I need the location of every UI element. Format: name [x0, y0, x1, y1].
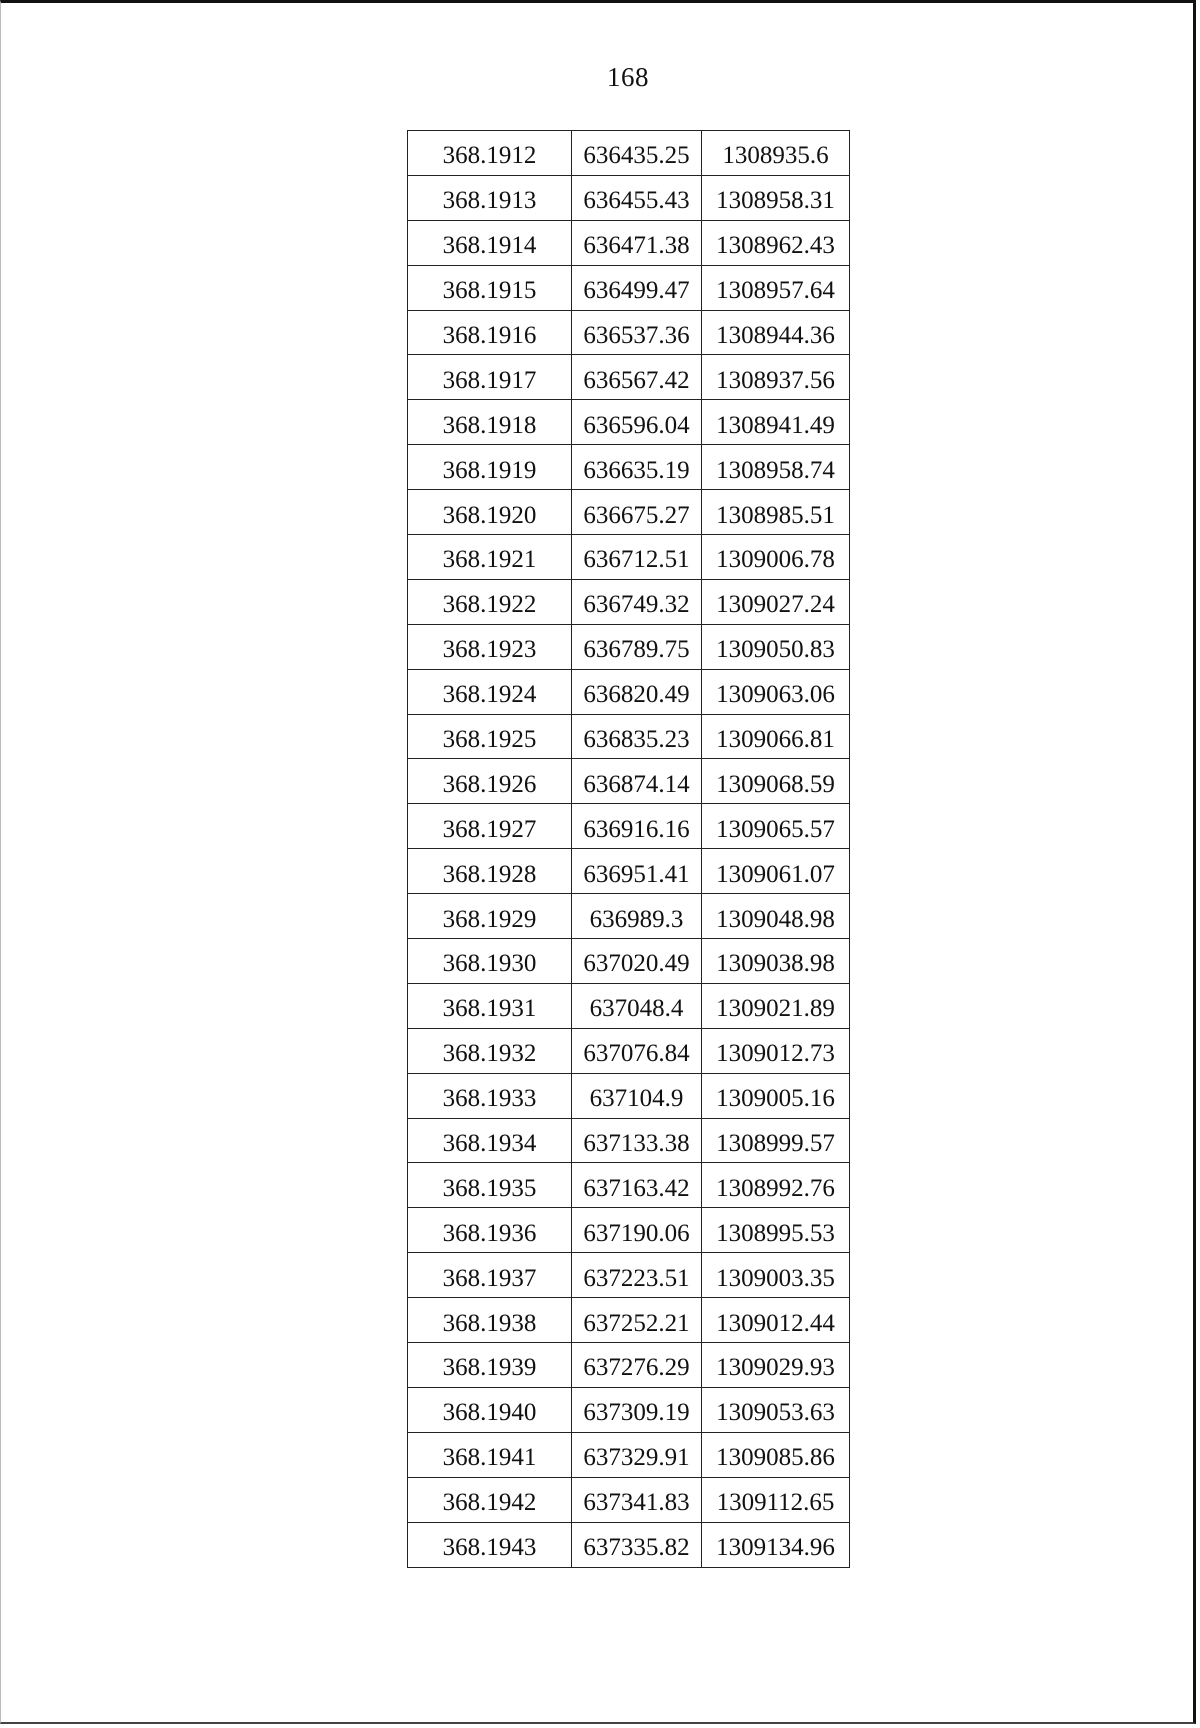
- table-cell: 636820.49: [572, 669, 702, 714]
- table-cell: 368.1919: [408, 445, 572, 490]
- table-row: [408, 535, 850, 580]
- table-cell: 1308944.36: [702, 310, 850, 355]
- table-row: [408, 1118, 850, 1163]
- table-row: [408, 310, 850, 355]
- table-cell: 368.1933: [408, 1073, 572, 1118]
- table-cell: 368.1914: [408, 220, 572, 265]
- table-cell: 1309066.81: [702, 714, 850, 759]
- table-cell: 636675.27: [572, 490, 702, 535]
- table-cell: 368.1932: [408, 1028, 572, 1073]
- table-cell: 1309029.93: [702, 1343, 850, 1388]
- table-cell: 1308992.76: [702, 1163, 850, 1208]
- table-cell: 1308937.56: [702, 355, 850, 400]
- table-cell: 636596.04: [572, 400, 702, 445]
- table-cell: 368.1921: [408, 535, 572, 580]
- table-cell: 368.1939: [408, 1343, 572, 1388]
- table-cell: 1309112.65: [702, 1477, 850, 1522]
- table-cell: 637252.21: [572, 1298, 702, 1343]
- table-cell: 636471.38: [572, 220, 702, 265]
- table-cell: 1308999.57: [702, 1118, 850, 1163]
- table-row: [408, 983, 850, 1028]
- table-cell: 637335.82: [572, 1522, 702, 1567]
- table-cell: 637104.9: [572, 1073, 702, 1118]
- table-row: [408, 175, 850, 220]
- table-cell: 1308941.49: [702, 400, 850, 445]
- table-row: [408, 355, 850, 400]
- table-cell: 368.1913: [408, 175, 572, 220]
- table-cell: 368.1925: [408, 714, 572, 759]
- table-cell: 368.1926: [408, 759, 572, 804]
- table-row: [408, 669, 850, 714]
- table-cell: 637329.91: [572, 1432, 702, 1477]
- table-cell: 1309006.78: [702, 535, 850, 580]
- table-cell: 1308958.74: [702, 445, 850, 490]
- table-cell: 368.1929: [408, 894, 572, 939]
- table-cell: 368.1918: [408, 400, 572, 445]
- table-row: [408, 1163, 850, 1208]
- table-cell: 1309048.98: [702, 894, 850, 939]
- table-cell: 636951.41: [572, 849, 702, 894]
- table-cell: 637163.42: [572, 1163, 702, 1208]
- table-row: [408, 1298, 850, 1343]
- table-cell: 368.1928: [408, 849, 572, 894]
- table-row: [408, 939, 850, 984]
- table-cell: 636635.19: [572, 445, 702, 490]
- table-row: [408, 1073, 850, 1118]
- table-cell: 637190.06: [572, 1208, 702, 1253]
- table-cell: 368.1938: [408, 1298, 572, 1343]
- table-cell: 1309021.89: [702, 983, 850, 1028]
- table-cell: 1308957.64: [702, 265, 850, 310]
- table-row: [408, 1387, 850, 1432]
- table-cell: 1309027.24: [702, 579, 850, 624]
- table-row: [408, 220, 850, 265]
- table-cell: 1309068.59: [702, 759, 850, 804]
- table-cell: 636499.47: [572, 265, 702, 310]
- table-row: [408, 490, 850, 535]
- table-cell: 368.1915: [408, 265, 572, 310]
- table-cell: 368.1943: [408, 1522, 572, 1567]
- table-cell: 636916.16: [572, 804, 702, 849]
- table-row: [408, 849, 850, 894]
- table-cell: 368.1927: [408, 804, 572, 849]
- coordinate-table-body: [408, 131, 850, 1568]
- table-cell: 1309063.06: [702, 669, 850, 714]
- table-cell: 368.1930: [408, 939, 572, 984]
- table-cell: 636989.3: [572, 894, 702, 939]
- table-cell: 368.1942: [408, 1477, 572, 1522]
- table-cell: 637020.49: [572, 939, 702, 984]
- table-row: [408, 1522, 850, 1567]
- table-row: [408, 714, 850, 759]
- table-row: [408, 804, 850, 849]
- table-cell: 637309.19: [572, 1387, 702, 1432]
- table-row: [408, 131, 850, 176]
- table-cell: 636874.14: [572, 759, 702, 804]
- table-cell: 637133.38: [572, 1118, 702, 1163]
- table-cell: 368.1922: [408, 579, 572, 624]
- table-cell: 1308935.6: [702, 131, 850, 176]
- table-row: [408, 1253, 850, 1298]
- table-row: [408, 400, 850, 445]
- table-cell: 636567.42: [572, 355, 702, 400]
- table-cell: 636835.23: [572, 714, 702, 759]
- table-cell: 637048.4: [572, 983, 702, 1028]
- table-row: [408, 579, 850, 624]
- table-cell: 368.1941: [408, 1432, 572, 1477]
- table-cell: 1308985.51: [702, 490, 850, 535]
- table-row: [408, 1343, 850, 1388]
- table-cell: 637223.51: [572, 1253, 702, 1298]
- table-cell: 1309003.35: [702, 1253, 850, 1298]
- table-cell: 1309005.16: [702, 1073, 850, 1118]
- table-cell: 368.1931: [408, 983, 572, 1028]
- table-cell: 1308962.43: [702, 220, 850, 265]
- table-cell: 637341.83: [572, 1477, 702, 1522]
- table-cell: 1309085.86: [702, 1432, 850, 1477]
- table-cell: 368.1936: [408, 1208, 572, 1253]
- table-cell: 368.1940: [408, 1387, 572, 1432]
- table-row: [408, 1432, 850, 1477]
- table-cell: 368.1935: [408, 1163, 572, 1208]
- table-row: [408, 445, 850, 490]
- table-row: [408, 1208, 850, 1253]
- coordinate-table: [407, 130, 850, 1568]
- table-cell: 368.1934: [408, 1118, 572, 1163]
- table-row: [408, 759, 850, 804]
- table-cell: 1309050.83: [702, 624, 850, 669]
- table-cell: 1309134.96: [702, 1522, 850, 1567]
- table-cell: 636789.75: [572, 624, 702, 669]
- table-row: [408, 1477, 850, 1522]
- table-row: [408, 894, 850, 939]
- table-cell: 1309012.73: [702, 1028, 850, 1073]
- table-cell: 1309065.57: [702, 804, 850, 849]
- table-cell: 368.1923: [408, 624, 572, 669]
- table-cell: 636537.36: [572, 310, 702, 355]
- table-cell: 368.1924: [408, 669, 572, 714]
- table-cell: 636749.32: [572, 579, 702, 624]
- table-row: [408, 265, 850, 310]
- table-cell: 1309012.44: [702, 1298, 850, 1343]
- table-row: [408, 1028, 850, 1073]
- table-cell: 637076.84: [572, 1028, 702, 1073]
- table-cell: 1309038.98: [702, 939, 850, 984]
- table-cell: 1309061.07: [702, 849, 850, 894]
- table-cell: 368.1912: [408, 131, 572, 176]
- table-cell: 636712.51: [572, 535, 702, 580]
- table-cell: 636435.25: [572, 131, 702, 176]
- table-cell: 1309053.63: [702, 1387, 850, 1432]
- table-cell: 368.1920: [408, 490, 572, 535]
- table-cell: 1308958.31: [702, 175, 850, 220]
- table-cell: 368.1917: [408, 355, 572, 400]
- table-row: [408, 624, 850, 669]
- table-cell: 636455.43: [572, 175, 702, 220]
- table-cell: 368.1937: [408, 1253, 572, 1298]
- table-cell: 637276.29: [572, 1343, 702, 1388]
- table-cell: 368.1916: [408, 310, 572, 355]
- table-cell: 1308995.53: [702, 1208, 850, 1253]
- page-number: 168: [607, 62, 649, 92]
